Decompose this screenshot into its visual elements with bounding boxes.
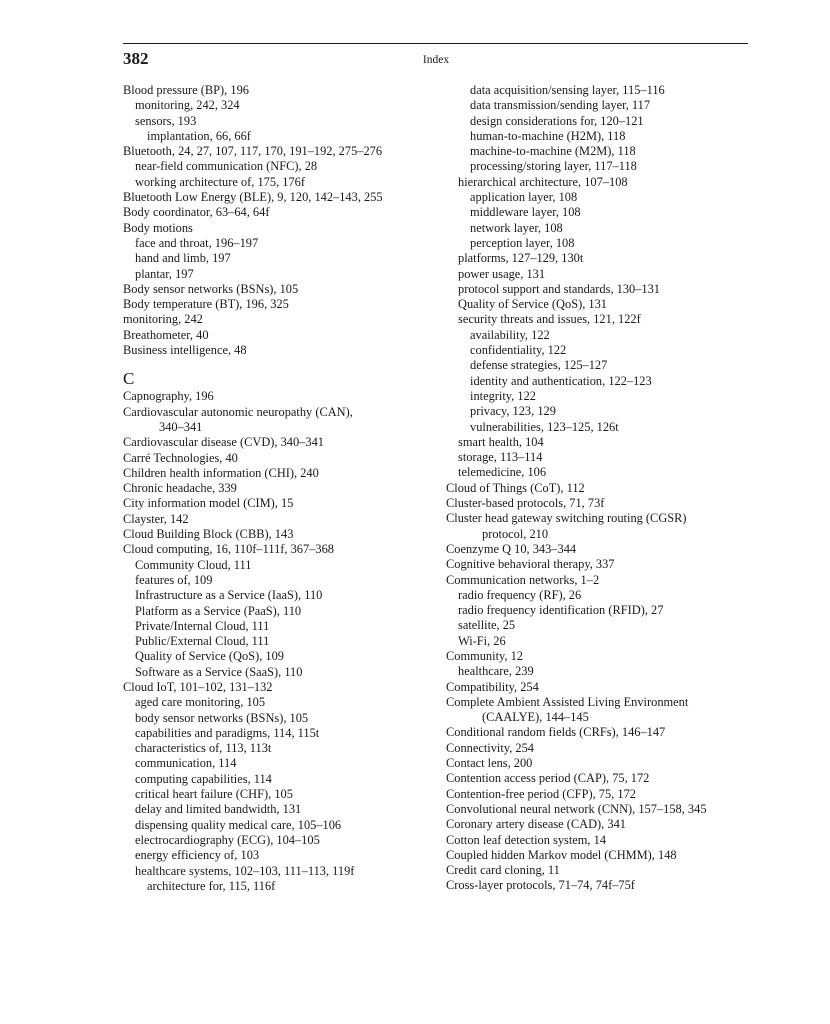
index-entry: Contention-free period (CFP), 75, 172 — [446, 786, 636, 801]
index-subentry: healthcare systems, 102–103, 111–113, 119f — [135, 863, 355, 878]
index-subentry: data transmission/sending layer, 117 — [470, 98, 651, 113]
index-subentry: Community Cloud, 111 — [135, 557, 252, 572]
index-subentry: Software as a Service (SaaS), 110 — [135, 664, 303, 679]
index-entry: Cloud IoT, 101–102, 131–132 — [123, 679, 273, 694]
index-subentry: satellite, 25 — [458, 618, 516, 633]
index-entry: Cotton leaf detection system, 14 — [446, 832, 607, 847]
index-entry: Business intelligence, 48 — [123, 343, 247, 358]
index-entry: Body coordinator, 63–64, 64f — [123, 205, 270, 220]
index-column-left — [123, 83, 443, 894]
index-entry: Contact lens, 200 — [446, 756, 533, 771]
index-subentry: security threats and issues, 121, 122f — [458, 312, 641, 327]
index-subentry: hand and limb, 197 — [135, 251, 231, 266]
index-subentry: hierarchical architecture, 107–108 — [458, 174, 628, 189]
index-entry: Clayster, 142 — [123, 511, 189, 526]
index-entry: Communication networks, 1–2 — [446, 572, 600, 587]
index-subentry: implantation, 66, 66f — [147, 128, 251, 143]
index-subentry: features of, 109 — [135, 572, 213, 587]
index-subentry: capabilities and paradigms, 114, 115t — [135, 725, 320, 740]
index-subentry: Infrastructure as a Service (IaaS), 110 — [135, 588, 323, 603]
index-entry-continuation: 340–341 — [159, 419, 203, 434]
index-entry: Cardiovascular autonomic neuropathy (CAN), — [123, 404, 353, 419]
header-rule — [123, 43, 748, 44]
index-entry: Connectivity, 254 — [446, 740, 534, 755]
index-subentry: design considerations for, 120–121 — [470, 113, 644, 128]
index-subentry: defense strategies, 125–127 — [470, 358, 608, 373]
index-subentry: radio frequency identification (RFID), 27 — [458, 603, 664, 618]
index-entry: Blood pressure (BP), 196 — [123, 83, 249, 97]
index-subentry: radio frequency (RF), 26 — [458, 587, 582, 602]
index-subentry: body sensor networks (BSNs), 105 — [135, 710, 309, 725]
index-subentry: working architecture of, 175, 176f — [135, 174, 305, 189]
index-entry: Coupled hidden Markov model (CHMM), 148 — [446, 847, 677, 862]
index-entry: Cloud Building Block (CBB), 143 — [123, 527, 294, 542]
index-entry: Cluster head gateway switching routing (CGSR) — [446, 511, 687, 526]
index-subentry: smart health, 104 — [458, 434, 544, 449]
index-subentry: monitoring, 242, 324 — [135, 98, 240, 113]
index-subentry: critical heart failure (CHF), 105 — [135, 787, 293, 802]
index-subentry: data acquisition/sensing layer, 115–116 — [470, 83, 665, 97]
index-entry: Cognitive behavioral therapy, 337 — [446, 557, 615, 572]
index-subentry: privacy, 123, 129 — [470, 404, 556, 419]
index-entry: Body temperature (BT), 196, 325 — [123, 297, 289, 312]
index-subentry: middleware layer, 108 — [470, 205, 581, 220]
index-subentry: processing/storing layer, 117–118 — [470, 159, 637, 174]
index-subentry: availability, 122 — [470, 327, 550, 342]
index-subentry: perception layer, 108 — [470, 235, 575, 250]
index-entry: Credit card cloning, 11 — [446, 863, 560, 878]
index-subentry: vulnerabilities, 123–125, 126t — [470, 419, 619, 434]
index-subentry: telemedicine, 106 — [458, 465, 547, 480]
index-subentry: application layer, 108 — [470, 190, 578, 205]
index-subentry: Wi-Fi, 26 — [458, 633, 506, 648]
index-subentry: power usage, 131 — [458, 266, 546, 281]
index-subentry: confidentiality, 122 — [470, 343, 567, 358]
index-subentry: near-field communication (NFC), 28 — [135, 159, 318, 174]
index-subentry: electrocardiography (ECG), 104–105 — [135, 832, 320, 847]
index-subentry: plantar, 197 — [135, 266, 194, 281]
index-entry: Coronary artery disease (CAD), 341 — [446, 817, 626, 832]
index-entry: Community, 12 — [446, 648, 523, 663]
index-subentry: healthcare, 239 — [458, 664, 534, 679]
index-entry: Chronic headache, 339 — [123, 481, 237, 496]
index-entry: Capnography, 196 — [123, 389, 214, 404]
index-subentry: architecture for, 115, 116f — [147, 878, 276, 893]
index-entry: Compatibility, 254 — [446, 679, 539, 694]
index-subentry: integrity, 122 — [470, 388, 536, 403]
index-subentry: storage, 113–114 — [458, 450, 543, 465]
index-subentry: aged care monitoring, 105 — [135, 695, 266, 710]
index-subentry: Quality of Service (QoS), 131 — [458, 297, 608, 312]
index-subentry: face and throat, 196–197 — [135, 235, 259, 250]
index-entry: Cloud of Things (CoT), 112 — [446, 480, 585, 495]
index-entry: Bluetooth, 24, 27, 107, 117, 170, 191–192, 275–276 — [123, 144, 383, 159]
running-head: Index — [422, 54, 450, 66]
index-entry: Contention access period (CAP), 75, 172 — [446, 771, 650, 786]
index-subentry: Quality of Service (QoS), 109 — [135, 649, 285, 664]
index-entry: Cloud computing, 16, 110f–111f, 367–368 — [123, 542, 334, 557]
index-entry: Coenzyme Q 10, 343–344 — [446, 541, 577, 556]
index-entry: Carré Technologies, 40 — [123, 450, 238, 465]
index-subentry: sensors, 193 — [135, 113, 197, 128]
index-subentry: Private/Internal Cloud, 111 — [135, 618, 270, 633]
index-subentry: computing capabilities, 114 — [135, 771, 272, 786]
index-subentry: machine-to-machine (M2M), 118 — [470, 144, 636, 159]
index-entry: Children health information (CHI), 240 — [123, 465, 319, 480]
index-entry: Conditional random fields (CRFs), 146–147 — [446, 725, 666, 740]
index-entry-continuation: (CAALYE), 144–145 — [482, 710, 589, 725]
index-entry: Bluetooth Low Energy (BLE), 9, 120, 142–143, 255 — [123, 190, 383, 205]
index-entry: Cluster-based protocols, 71, 73f — [446, 496, 605, 511]
index-subentry: dispensing quality medical care, 105–106 — [135, 817, 342, 832]
index-entry: City information model (CIM), 15 — [123, 496, 294, 511]
index-subentry: protocol support and standards, 130–131 — [458, 281, 661, 296]
index-entry: Breathometer, 40 — [123, 327, 209, 342]
section-letter-heading: C — [123, 369, 135, 389]
index-subentry: identity and authentication, 122–123 — [470, 373, 652, 388]
index-subentry: network layer, 108 — [470, 220, 563, 235]
index-column-right — [446, 83, 748, 894]
index-subentry: platforms, 127–129, 130t — [458, 251, 584, 266]
index-entry: monitoring, 242 — [123, 312, 203, 327]
index-entry: Body sensor networks (BSNs), 105 — [123, 281, 299, 296]
index-entry-continuation: protocol, 210 — [482, 526, 549, 541]
index-subentry: energy efficiency of, 103 — [135, 848, 260, 863]
index-subentry: communication, 114 — [135, 756, 237, 771]
index-subentry: characteristics of, 113, 113t — [135, 741, 272, 756]
index-entry: Cross-layer protocols, 71–74, 74f–75f — [446, 878, 635, 893]
index-subentry: human-to-machine (H2M), 118 — [470, 128, 626, 143]
index-subentry: Public/External Cloud, 111 — [135, 634, 270, 649]
index-subentry: Platform as a Service (PaaS), 110 — [135, 603, 302, 618]
index-subentry: delay and limited bandwidth, 131 — [135, 802, 302, 817]
index-entry: Convolutional neural network (CNN), 157–158, 345 — [446, 801, 707, 816]
page-number: 382 — [123, 49, 149, 68]
index-entry: Cardiovascular disease (CVD), 340–341 — [123, 435, 324, 450]
index-entry: Complete Ambient Assisted Living Environment — [446, 694, 689, 709]
index-entry: Body motions — [123, 220, 193, 235]
